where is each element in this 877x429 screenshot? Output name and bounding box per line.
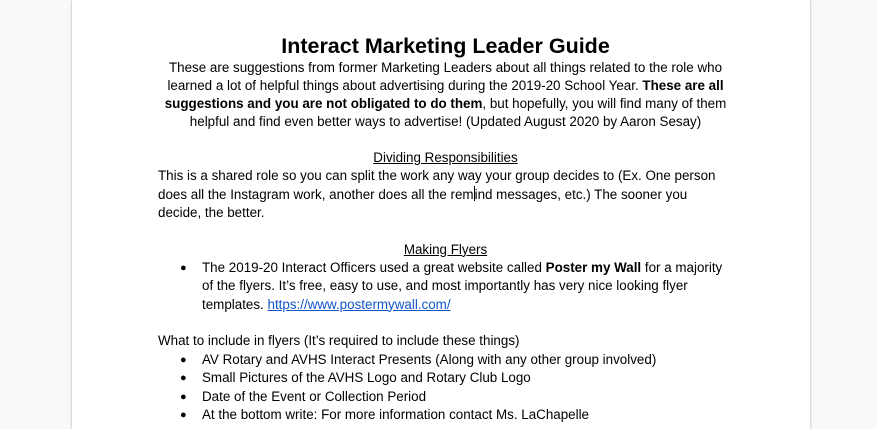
blank-line	[158, 131, 733, 149]
list-item	[158, 351, 733, 370]
list-item-text: Small Pictures of the AVHS Logo and Rotary Club Logo	[202, 370, 531, 385]
include-intro: What to include in flyers (It’s required to include these things)	[158, 333, 520, 348]
bullet-icon: ●	[180, 353, 187, 366]
heading-dividing-responsibilities: Dividing Responsibilities	[373, 150, 518, 165]
blank-line	[158, 223, 733, 241]
include-bullet-list	[158, 351, 733, 425]
flyer-text-1: The 2019-20 Interact Officers used a great website called	[202, 259, 546, 275]
intro-paragraph	[158, 59, 733, 131]
list-item	[158, 388, 733, 407]
dividing-text-1: This is a shared role so you can split the work any way your group decides to (Ex. One person does all the Instagram work, another does all the rem	[158, 168, 716, 202]
list-item-text: Date of the Event or Collection Period	[202, 388, 427, 404]
dividing-text-2: ind messages, etc.) The sooner you decide, the better.	[158, 186, 688, 220]
dividing-paragraph	[158, 167, 733, 223]
bullet-icon: ●	[180, 409, 187, 421]
intro-text-1: These are suggestions from former Marketing Leaders about all things related to the role who learned a lot of helpful things about advertising during the 2019-20 School Year.	[167, 60, 723, 93]
heading-making-flyers: Making Flyers	[403, 241, 488, 257]
list-item	[158, 406, 733, 425]
blank-line	[158, 314, 733, 332]
list-item	[158, 259, 733, 315]
intro-text-2: , but hopefully, you will find many of them helpful and find even better ways to advertise! (Updated August 2020 by Aaron Sesay)	[189, 96, 727, 129]
flyers-bullet-list	[158, 259, 733, 315]
postermywall-link[interactable]: https://www.postermywall.com/	[267, 296, 451, 312]
bullet-icon: ●	[180, 390, 187, 403]
flyer-text-2: for a majority of the flyers. It’s free, easy to use, and most importantly has very nice looking flyer templates.	[202, 259, 723, 312]
bullet-icon: ●	[180, 261, 187, 274]
list-item-text: At the bottom write: For more information contact Ms. LaChapelle	[202, 407, 590, 422]
intro-bold-text: These are all suggestions and you are not obligated to do them	[164, 78, 724, 111]
flyer-bold-text: Poster my Wall	[545, 259, 642, 275]
list-item-text: AV Rotary and AVHS Interact Presents (Along with any other group involved)	[202, 351, 657, 367]
page-title: Interact Marketing Leader Guide	[281, 34, 610, 58]
bullet-icon: ●	[180, 372, 187, 384]
list-item	[158, 369, 733, 388]
document-page[interactable]	[72, 0, 810, 429]
document-body[interactable]	[158, 33, 733, 425]
